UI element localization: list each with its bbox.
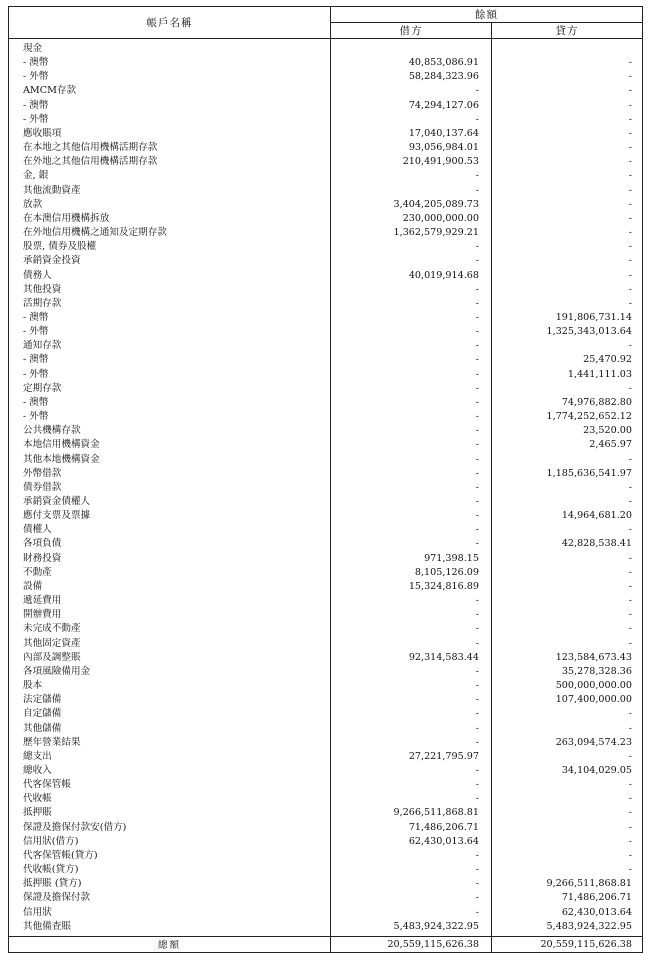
table-row xyxy=(9,184,643,198)
debit-cell: 93,056,984.01 xyxy=(331,141,492,155)
account-name-cell: 其他固定資產 xyxy=(9,637,331,651)
credit-cell: - xyxy=(492,269,643,283)
credit-cell: 35,278,328.36 xyxy=(492,665,643,679)
account-name-cell: 債券借款 xyxy=(9,481,331,495)
credit-cell: - xyxy=(492,622,643,636)
credit-cell: - xyxy=(492,240,643,254)
credit-cell: - xyxy=(492,70,643,84)
account-name-cell: - 外幣 xyxy=(9,325,331,339)
table-row xyxy=(9,353,643,367)
debit-cell: - xyxy=(331,608,492,622)
credit-cell: 191,806,731.14 xyxy=(492,311,643,325)
debit-cell: - xyxy=(331,537,492,551)
table-row xyxy=(9,891,643,905)
table-row xyxy=(9,410,643,424)
credit-cell: - xyxy=(492,750,643,764)
table-row xyxy=(9,806,643,820)
total-debit: 20,559,115,626.38 xyxy=(331,936,492,952)
table-row xyxy=(9,608,643,622)
table-row xyxy=(9,438,643,452)
account-name-cell: 保證及擔保付款 xyxy=(9,891,331,905)
account-name-cell: 歷年營業結果 xyxy=(9,736,331,750)
debit-cell: - xyxy=(331,722,492,736)
account-name-cell: 內部及調整賬 xyxy=(9,651,331,665)
debit-cell: - xyxy=(331,707,492,721)
table-row xyxy=(9,849,643,863)
credit-cell: - xyxy=(492,778,643,792)
table-row xyxy=(9,297,643,311)
debit-cell: - xyxy=(331,467,492,481)
account-name-cell: 債權人 xyxy=(9,523,331,537)
account-name-cell: 財務投資 xyxy=(9,552,331,566)
debit-cell: - xyxy=(331,665,492,679)
account-name-cell: 在外地之其他信用機構活期存款 xyxy=(9,155,331,169)
account-name-cell: 設備 xyxy=(9,580,331,594)
table-row xyxy=(9,580,643,594)
account-name-cell: 股票, 債券及股權 xyxy=(9,240,331,254)
debit-cell: - xyxy=(331,353,492,367)
account-name-cell: 代收帳(貸方) xyxy=(9,863,331,877)
table-row xyxy=(9,509,643,523)
credit-cell: - xyxy=(492,226,643,240)
debit-cell: - xyxy=(331,410,492,424)
table-row xyxy=(9,424,643,438)
table-row xyxy=(9,665,643,679)
table-row xyxy=(9,637,643,651)
account-name-cell: 外幣借款 xyxy=(9,467,331,481)
debit-cell: 71,486,206.71 xyxy=(331,821,492,835)
debit-cell: - xyxy=(331,637,492,651)
table-row xyxy=(9,311,643,325)
table-row xyxy=(9,240,643,254)
debit-cell: 3,404,205,089.73 xyxy=(331,198,492,212)
account-name-cell: 應收賬項 xyxy=(9,127,331,141)
credit-cell: - xyxy=(492,339,643,353)
debit-cell: - xyxy=(331,283,492,297)
account-name-cell: - 外幣 xyxy=(9,113,331,127)
debit-cell: - xyxy=(331,891,492,905)
table-row xyxy=(9,113,643,127)
account-name-cell: 遞延費用 xyxy=(9,594,331,608)
trial-balance-table xyxy=(8,6,643,953)
table-row xyxy=(9,863,643,877)
debit-cell: - xyxy=(331,594,492,608)
debit-cell: - xyxy=(331,311,492,325)
account-name-cell: 其他投資 xyxy=(9,283,331,297)
trial-balance-sheet xyxy=(8,6,642,953)
debit-cell: - xyxy=(331,382,492,396)
credit-cell: 25,470.92 xyxy=(492,353,643,367)
account-name-cell: - 外幣 xyxy=(9,410,331,424)
debit-cell: - xyxy=(331,254,492,268)
debit-cell: - xyxy=(331,863,492,877)
debit-cell: 40,019,914.68 xyxy=(331,269,492,283)
account-name-cell: 定期存款 xyxy=(9,382,331,396)
credit-cell: 2,465.97 xyxy=(492,438,643,452)
balance-header: 餘額 xyxy=(331,7,643,23)
account-name-cell: - 澳幣 xyxy=(9,396,331,410)
account-name-cell: 放款 xyxy=(9,198,331,212)
table-row xyxy=(9,906,643,920)
account-name-cell: 股本 xyxy=(9,679,331,693)
table-row xyxy=(9,56,643,70)
account-name-cell: 其他流動資產 xyxy=(9,184,331,198)
credit-cell: - xyxy=(492,523,643,537)
debit-cell: - xyxy=(331,453,492,467)
account-name-cell: 承銷資金投資 xyxy=(9,254,331,268)
table-row xyxy=(9,453,643,467)
account-name-cell: 其他本地機構資金 xyxy=(9,453,331,467)
credit-cell: 34,104,029.05 xyxy=(492,764,643,778)
debit-header: 借方 xyxy=(331,23,492,39)
credit-cell: - xyxy=(492,297,643,311)
debit-cell: - xyxy=(331,84,492,98)
credit-cell: 1,441,111.03 xyxy=(492,368,643,382)
debit-cell: - xyxy=(331,113,492,127)
table-row xyxy=(9,99,643,113)
debit-cell: 9,266,511,868.81 xyxy=(331,806,492,820)
credit-cell: 107,400,000.00 xyxy=(492,693,643,707)
debit-cell: 58,284,323.96 xyxy=(331,70,492,84)
account-name-cell: 信用狀(借方) xyxy=(9,835,331,849)
table-row xyxy=(9,325,643,339)
account-name-cell: 公共機構存款 xyxy=(9,424,331,438)
total-label: 總額 xyxy=(9,936,331,952)
debit-cell: - xyxy=(331,184,492,198)
credit-cell: - xyxy=(492,594,643,608)
account-name-header: 帳戶名稱 xyxy=(9,7,331,39)
debit-cell: - xyxy=(331,169,492,183)
credit-cell: 74,976,882.80 xyxy=(492,396,643,410)
table-row xyxy=(9,169,643,183)
credit-cell: - xyxy=(492,84,643,98)
table-row xyxy=(9,382,643,396)
account-name-cell: 未完成不動產 xyxy=(9,622,331,636)
table-row xyxy=(9,368,643,382)
table-row xyxy=(9,750,643,764)
debit-cell: - xyxy=(331,509,492,523)
account-name-cell: 金, 銀 xyxy=(9,169,331,183)
account-name-cell: - 外幣 xyxy=(9,70,331,84)
credit-cell: - xyxy=(492,863,643,877)
account-name-cell: 在本地之其他信用機構活期存款 xyxy=(9,141,331,155)
credit-cell: 123,584,673.43 xyxy=(492,651,643,665)
credit-cell: 1,774,252,652.12 xyxy=(492,410,643,424)
account-name-cell: 保證及擔保付款安(借方) xyxy=(9,821,331,835)
table-row xyxy=(9,764,643,778)
account-name-cell: 代客保管帳(貸方) xyxy=(9,849,331,863)
credit-cell: 1,185,636,541.97 xyxy=(492,467,643,481)
table-row xyxy=(9,141,643,155)
table-row xyxy=(9,523,643,537)
credit-cell: 71,486,206.71 xyxy=(492,891,643,905)
account-name-cell: 代收帳 xyxy=(9,792,331,806)
debit-cell: - xyxy=(331,906,492,920)
debit-cell: - xyxy=(331,792,492,806)
debit-cell: - xyxy=(331,693,492,707)
credit-cell: 263,094,574.23 xyxy=(492,736,643,750)
debit-cell: - xyxy=(331,424,492,438)
credit-cell: - xyxy=(492,382,643,396)
account-name-cell: 在本澳信用機構拆放 xyxy=(9,212,331,226)
credit-cell: - xyxy=(492,56,643,70)
table-row xyxy=(9,835,643,849)
credit-cell: - xyxy=(492,707,643,721)
table-row xyxy=(9,254,643,268)
debit-cell: - xyxy=(331,622,492,636)
table-row xyxy=(9,821,643,835)
table-row xyxy=(9,495,643,509)
account-name-cell: 總支出 xyxy=(9,750,331,764)
debit-cell: - xyxy=(331,368,492,382)
account-name-cell: 代客保管帳 xyxy=(9,778,331,792)
table-row xyxy=(9,707,643,721)
table-row xyxy=(9,877,643,891)
credit-cell: - xyxy=(492,127,643,141)
account-name-cell: 應付支票及票據 xyxy=(9,509,331,523)
table-row xyxy=(9,39,643,57)
account-name-cell: 其他備查賬 xyxy=(9,920,331,937)
debit-cell: 92,314,583.44 xyxy=(331,651,492,665)
account-name-cell: 不動產 xyxy=(9,566,331,580)
table-row xyxy=(9,70,643,84)
debit-cell: - xyxy=(331,679,492,693)
debit-cell: - xyxy=(331,481,492,495)
credit-cell: - xyxy=(492,849,643,863)
table-row xyxy=(9,537,643,551)
account-name-cell: - 澳幣 xyxy=(9,353,331,367)
account-name-cell: 在外地信用機構之通知及定期存款 xyxy=(9,226,331,240)
account-name-cell: 信用狀 xyxy=(9,906,331,920)
debit-cell: - xyxy=(331,297,492,311)
account-name-cell: - 澳幣 xyxy=(9,99,331,113)
table-row xyxy=(9,155,643,169)
credit-cell: - xyxy=(492,608,643,622)
account-rows xyxy=(9,39,643,937)
table-row xyxy=(9,396,643,410)
table-row xyxy=(9,84,643,98)
account-name-cell: - 澳幣 xyxy=(9,311,331,325)
credit-cell: - xyxy=(492,821,643,835)
credit-cell: 9,266,511,868.81 xyxy=(492,877,643,891)
account-name-cell: 自定儲備 xyxy=(9,707,331,721)
credit-cell: - xyxy=(492,792,643,806)
credit-cell: - xyxy=(492,453,643,467)
table-row xyxy=(9,269,643,283)
debit-cell: - xyxy=(331,438,492,452)
table-row xyxy=(9,920,643,937)
credit-cell: - xyxy=(492,254,643,268)
credit-cell: 5,483,924,322.95 xyxy=(492,920,643,937)
credit-cell: - xyxy=(492,835,643,849)
table-row xyxy=(9,127,643,141)
debit-cell: - xyxy=(331,396,492,410)
account-name-cell: - 外幣 xyxy=(9,368,331,382)
account-name-cell: 通知存款 xyxy=(9,339,331,353)
debit-cell: 210,491,900.53 xyxy=(331,155,492,169)
total-row xyxy=(9,936,643,952)
debit-cell: 62,430,013.64 xyxy=(331,835,492,849)
debit-cell: - xyxy=(331,764,492,778)
debit-cell: - xyxy=(331,325,492,339)
table-row xyxy=(9,651,643,665)
credit-cell: 23,520.00 xyxy=(492,424,643,438)
account-name-cell: 法定儲備 xyxy=(9,693,331,707)
table-row xyxy=(9,552,643,566)
table-row xyxy=(9,198,643,212)
table-row xyxy=(9,622,643,636)
account-name-cell: 本地信用機構資金 xyxy=(9,438,331,452)
account-name-cell: 抵押賬 xyxy=(9,806,331,820)
credit-cell: - xyxy=(492,141,643,155)
table-row xyxy=(9,594,643,608)
credit-cell: 500,000,000.00 xyxy=(492,679,643,693)
account-name-cell: 活期存款 xyxy=(9,297,331,311)
credit-cell: - xyxy=(492,481,643,495)
table-row xyxy=(9,736,643,750)
credit-header: 貸方 xyxy=(492,23,643,39)
table-row xyxy=(9,226,643,240)
credit-cell: - xyxy=(492,184,643,198)
table-row xyxy=(9,679,643,693)
debit-cell: 27,221,795.97 xyxy=(331,750,492,764)
debit-cell: - xyxy=(331,240,492,254)
credit-cell: - xyxy=(492,580,643,594)
debit-cell: 8,105,126.09 xyxy=(331,566,492,580)
debit-cell: 5,483,924,322.95 xyxy=(331,920,492,937)
debit-cell: - xyxy=(331,877,492,891)
table-row xyxy=(9,339,643,353)
credit-cell: - xyxy=(492,806,643,820)
credit-cell: - xyxy=(492,722,643,736)
debit-cell: - xyxy=(331,736,492,750)
credit-cell: - xyxy=(492,99,643,113)
credit-cell: - xyxy=(492,283,643,297)
account-name-cell: 現金 xyxy=(9,39,331,57)
credit-cell: - xyxy=(492,113,643,127)
debit-cell: - xyxy=(331,339,492,353)
debit-cell: - xyxy=(331,495,492,509)
account-name-cell: 各項負債 xyxy=(9,537,331,551)
account-name-cell: 其他儲備 xyxy=(9,722,331,736)
table-row xyxy=(9,283,643,297)
debit-cell: 40,853,086.91 xyxy=(331,56,492,70)
account-name-cell: 抵押賬 (貸方) xyxy=(9,877,331,891)
account-name-cell: 開辦費用 xyxy=(9,608,331,622)
credit-cell: - xyxy=(492,637,643,651)
debit-cell: 74,294,127.06 xyxy=(331,99,492,113)
credit-cell xyxy=(492,39,643,57)
table-row xyxy=(9,722,643,736)
account-name-cell: 各項風險備用金 xyxy=(9,665,331,679)
table-row xyxy=(9,467,643,481)
debit-cell: - xyxy=(331,849,492,863)
table-row xyxy=(9,792,643,806)
credit-cell: 42,828,538.41 xyxy=(492,537,643,551)
debit-cell: 230,000,000.00 xyxy=(331,212,492,226)
debit-cell: 1,362,579,929.21 xyxy=(331,226,492,240)
credit-cell: 62,430,013.64 xyxy=(492,906,643,920)
debit-cell: 971,398.15 xyxy=(331,552,492,566)
debit-cell: 17,040,137.64 xyxy=(331,127,492,141)
credit-cell: - xyxy=(492,495,643,509)
account-name-cell: 債務人 xyxy=(9,269,331,283)
credit-cell: 14,964,681.20 xyxy=(492,509,643,523)
table-row xyxy=(9,778,643,792)
credit-cell: - xyxy=(492,552,643,566)
table-row xyxy=(9,566,643,580)
table-row xyxy=(9,212,643,226)
account-name-cell: - 澳幣 xyxy=(9,56,331,70)
account-name-cell: 承銷資金債權人 xyxy=(9,495,331,509)
account-name-cell: AMCM存款 xyxy=(9,84,331,98)
account-name-cell: 總收入 xyxy=(9,764,331,778)
credit-cell: - xyxy=(492,566,643,580)
table-row xyxy=(9,693,643,707)
credit-cell: - xyxy=(492,169,643,183)
credit-cell: - xyxy=(492,212,643,226)
credit-cell: - xyxy=(492,155,643,169)
table-row xyxy=(9,481,643,495)
total-credit: 20,559,115,626.38 xyxy=(492,936,643,952)
credit-cell: - xyxy=(492,198,643,212)
credit-cell: 1,325,343,013.64 xyxy=(492,325,643,339)
debit-cell: - xyxy=(331,523,492,537)
debit-cell: - xyxy=(331,778,492,792)
debit-cell xyxy=(331,39,492,57)
debit-cell: 15,324,816.89 xyxy=(331,580,492,594)
